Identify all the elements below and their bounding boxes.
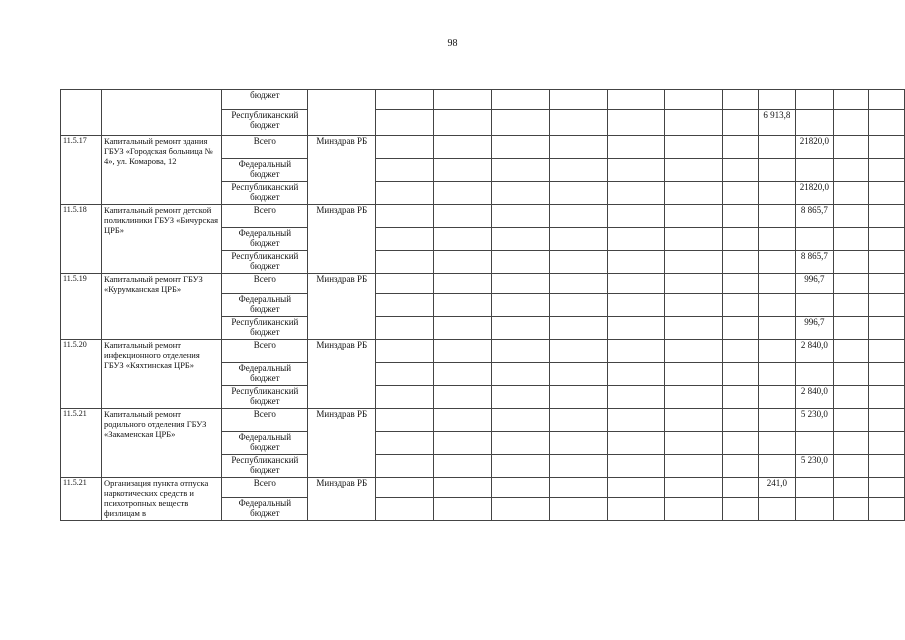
value-cell xyxy=(434,251,492,274)
value-cell xyxy=(376,386,434,409)
value-cell xyxy=(376,136,434,159)
value-cell xyxy=(758,205,795,228)
value-cell xyxy=(607,228,665,251)
value-cell xyxy=(607,317,665,340)
value-cell xyxy=(665,228,723,251)
value-cell xyxy=(723,251,759,274)
table-row xyxy=(61,90,905,110)
value-cell xyxy=(723,228,759,251)
value-cell xyxy=(665,182,723,205)
funding-source-cell: Всего xyxy=(222,136,308,159)
value-cell xyxy=(549,478,607,498)
value-cell xyxy=(492,432,550,455)
value-cell xyxy=(795,90,833,110)
value-cell xyxy=(434,159,492,182)
value-cell xyxy=(723,455,759,478)
row-number-cell xyxy=(61,90,102,136)
value-cell xyxy=(869,182,905,205)
value-cell xyxy=(665,294,723,317)
value-cell xyxy=(665,478,723,498)
funding-source-cell: Федеральный бюджет xyxy=(222,498,308,521)
value-cell xyxy=(434,294,492,317)
executor-cell xyxy=(308,90,376,136)
value-cell xyxy=(492,340,550,363)
value-cell xyxy=(549,182,607,205)
executor-cell: Минздрав РБ xyxy=(308,478,376,521)
value-cell xyxy=(833,110,869,136)
executor-cell: Минздрав РБ xyxy=(308,340,376,409)
value-cell xyxy=(492,228,550,251)
value-cell xyxy=(607,294,665,317)
value-cell: 6 913,8 xyxy=(758,110,795,136)
funding-source-cell: Всего xyxy=(222,478,308,498)
value-cell xyxy=(376,228,434,251)
value-cell xyxy=(607,274,665,294)
value-cell xyxy=(869,294,905,317)
value-cell xyxy=(434,432,492,455)
value-cell xyxy=(869,274,905,294)
value-cell xyxy=(607,363,665,386)
value-cell xyxy=(723,294,759,317)
value-cell xyxy=(833,159,869,182)
value-cell xyxy=(665,159,723,182)
funding-source-cell: Всего xyxy=(222,409,308,432)
row-number-cell: 11.5.21 xyxy=(61,409,102,478)
value-cell xyxy=(833,228,869,251)
funding-source-cell: Федеральный бюджет xyxy=(222,432,308,455)
value-cell xyxy=(376,340,434,363)
value-cell xyxy=(723,90,759,110)
value-cell xyxy=(723,159,759,182)
value-cell xyxy=(492,294,550,317)
value-cell xyxy=(758,159,795,182)
row-number-cell: 11.5.19 xyxy=(61,274,102,340)
table-row xyxy=(61,136,905,159)
value-cell xyxy=(833,205,869,228)
value-cell xyxy=(833,317,869,340)
value-cell xyxy=(607,159,665,182)
value-cell xyxy=(434,110,492,136)
row-number-cell: 11.5.17 xyxy=(61,136,102,205)
value-cell xyxy=(549,317,607,340)
value-cell xyxy=(492,274,550,294)
value-cell xyxy=(723,498,759,521)
value-cell xyxy=(376,498,434,521)
value-cell xyxy=(549,228,607,251)
value-cell xyxy=(758,136,795,159)
value-cell: 241,0 xyxy=(758,478,795,498)
value-cell xyxy=(869,251,905,274)
value-cell xyxy=(492,205,550,228)
value-cell xyxy=(723,136,759,159)
value-cell xyxy=(376,363,434,386)
value-cell xyxy=(833,340,869,363)
value-cell xyxy=(434,182,492,205)
value-cell xyxy=(665,136,723,159)
value-cell xyxy=(758,90,795,110)
value-cell xyxy=(869,432,905,455)
value-cell xyxy=(795,294,833,317)
value-cell xyxy=(376,478,434,498)
funding-source-cell: Всего xyxy=(222,205,308,228)
table-row xyxy=(61,274,905,294)
value-cell xyxy=(376,409,434,432)
value-cell xyxy=(434,317,492,340)
value-cell xyxy=(833,136,869,159)
project-name-cell: Капитальный ремонт здания ГБУЗ «Городская больница № 4», ул. Комарова, 12 xyxy=(102,136,222,205)
page-number: 98 xyxy=(447,38,458,49)
value-cell xyxy=(607,340,665,363)
value-cell xyxy=(869,455,905,478)
value-cell xyxy=(795,228,833,251)
value-cell xyxy=(376,110,434,136)
value-cell xyxy=(869,228,905,251)
value-cell: 21820,0 xyxy=(795,136,833,159)
value-cell xyxy=(434,136,492,159)
value-cell: 21820,0 xyxy=(795,182,833,205)
value-cell xyxy=(723,432,759,455)
value-cell xyxy=(795,478,833,498)
value-cell xyxy=(833,182,869,205)
value-cell xyxy=(869,478,905,498)
value-cell xyxy=(549,159,607,182)
value-cell xyxy=(607,136,665,159)
executor-cell: Минздрав РБ xyxy=(308,205,376,274)
table-row xyxy=(61,205,905,228)
value-cell xyxy=(492,409,550,432)
budget-table xyxy=(60,89,905,521)
value-cell xyxy=(833,386,869,409)
value-cell xyxy=(434,340,492,363)
value-cell xyxy=(723,363,759,386)
value-cell xyxy=(869,90,905,110)
value-cell xyxy=(549,386,607,409)
value-cell xyxy=(492,110,550,136)
value-cell xyxy=(665,455,723,478)
table-row xyxy=(61,478,905,498)
value-cell xyxy=(434,498,492,521)
value-cell xyxy=(492,90,550,110)
value-cell xyxy=(665,274,723,294)
value-cell xyxy=(758,182,795,205)
value-cell xyxy=(665,340,723,363)
value-cell xyxy=(758,386,795,409)
value-cell xyxy=(833,251,869,274)
value-cell xyxy=(434,274,492,294)
value-cell xyxy=(665,386,723,409)
value-cell xyxy=(607,182,665,205)
value-cell xyxy=(833,90,869,110)
value-cell xyxy=(833,498,869,521)
value-cell xyxy=(549,251,607,274)
value-cell xyxy=(607,432,665,455)
value-cell: 996,7 xyxy=(795,317,833,340)
table-row xyxy=(61,409,905,432)
value-cell xyxy=(492,455,550,478)
row-number-cell: 11.5.18 xyxy=(61,205,102,274)
value-cell xyxy=(549,110,607,136)
value-cell xyxy=(376,159,434,182)
value-cell xyxy=(758,455,795,478)
value-cell xyxy=(492,136,550,159)
value-cell xyxy=(607,498,665,521)
project-name-cell: Капитальный ремонт инфекционного отделения ГБУЗ «Кяхтинская ЦРБ» xyxy=(102,340,222,409)
funding-source-cell: Республиканский бюджет xyxy=(222,110,308,136)
value-cell xyxy=(607,455,665,478)
value-cell xyxy=(723,110,759,136)
value-cell xyxy=(758,294,795,317)
project-name-cell: Организация пункта отпуска наркотических средств и психотропных веществ физлицам в xyxy=(102,478,222,521)
funding-source-cell: Федеральный бюджет xyxy=(222,363,308,386)
value-cell xyxy=(492,498,550,521)
value-cell xyxy=(758,432,795,455)
value-cell xyxy=(376,205,434,228)
value-cell xyxy=(758,251,795,274)
value-cell xyxy=(549,455,607,478)
value-cell: 5 230,0 xyxy=(795,409,833,432)
value-cell xyxy=(665,205,723,228)
value-cell: 8 865,7 xyxy=(795,251,833,274)
executor-cell: Минздрав РБ xyxy=(308,274,376,340)
value-cell xyxy=(492,317,550,340)
value-cell xyxy=(723,478,759,498)
value-cell xyxy=(758,228,795,251)
value-cell xyxy=(758,363,795,386)
value-cell xyxy=(549,363,607,386)
funding-source-cell: Всего xyxy=(222,340,308,363)
value-cell xyxy=(376,317,434,340)
value-cell xyxy=(795,498,833,521)
value-cell xyxy=(869,317,905,340)
value-cell xyxy=(665,90,723,110)
value-cell xyxy=(869,363,905,386)
value-cell xyxy=(607,90,665,110)
value-cell xyxy=(723,182,759,205)
value-cell xyxy=(434,409,492,432)
value-cell xyxy=(549,274,607,294)
project-name-cell xyxy=(102,90,222,136)
value-cell xyxy=(376,432,434,455)
row-number-cell: 11.5.20 xyxy=(61,340,102,409)
funding-source-cell: Республиканский бюджет xyxy=(222,317,308,340)
value-cell xyxy=(758,409,795,432)
value-cell: 5 230,0 xyxy=(795,455,833,478)
value-cell xyxy=(723,317,759,340)
value-cell xyxy=(607,205,665,228)
value-cell xyxy=(376,455,434,478)
value-cell xyxy=(833,432,869,455)
value-cell xyxy=(376,90,434,110)
value-cell xyxy=(795,432,833,455)
value-cell xyxy=(665,432,723,455)
value-cell xyxy=(665,110,723,136)
value-cell xyxy=(723,340,759,363)
value-cell xyxy=(607,478,665,498)
funding-source-cell: Федеральный бюджет xyxy=(222,159,308,182)
value-cell xyxy=(549,90,607,110)
value-cell xyxy=(665,251,723,274)
value-cell xyxy=(758,340,795,363)
value-cell xyxy=(607,409,665,432)
value-cell xyxy=(833,363,869,386)
value-cell xyxy=(833,294,869,317)
value-cell xyxy=(434,478,492,498)
value-cell xyxy=(492,159,550,182)
value-cell xyxy=(795,110,833,136)
value-cell xyxy=(869,136,905,159)
funding-source-cell: Федеральный бюджет xyxy=(222,228,308,251)
project-name-cell: Капитальный ремонт ГБУЗ «Курумканская ЦРБ» xyxy=(102,274,222,340)
value-cell xyxy=(723,386,759,409)
value-cell xyxy=(549,498,607,521)
value-cell xyxy=(833,478,869,498)
value-cell xyxy=(869,340,905,363)
value-cell xyxy=(869,159,905,182)
funding-source-cell: Республиканский бюджет xyxy=(222,455,308,478)
value-cell xyxy=(723,205,759,228)
value-cell xyxy=(492,251,550,274)
value-cell xyxy=(795,159,833,182)
value-cell xyxy=(833,409,869,432)
funding-source-cell: бюджет xyxy=(222,90,308,110)
project-name-cell: Капитальный ремонт родильного отделения ГБУЗ «Закаменская ЦРБ» xyxy=(102,409,222,478)
value-cell xyxy=(434,386,492,409)
funding-source-cell: Республиканский бюджет xyxy=(222,182,308,205)
row-number-cell: 11.5.21 xyxy=(61,478,102,521)
executor-cell: Минздрав РБ xyxy=(308,409,376,478)
funding-source-cell: Федеральный бюджет xyxy=(222,294,308,317)
value-cell xyxy=(492,386,550,409)
value-cell xyxy=(492,182,550,205)
value-cell xyxy=(869,409,905,432)
value-cell xyxy=(376,182,434,205)
value-cell xyxy=(869,110,905,136)
value-cell xyxy=(665,363,723,386)
value-cell xyxy=(434,205,492,228)
value-cell xyxy=(434,363,492,386)
value-cell xyxy=(376,251,434,274)
value-cell xyxy=(434,228,492,251)
value-cell xyxy=(549,409,607,432)
value-cell xyxy=(795,363,833,386)
value-cell: 2 840,0 xyxy=(795,386,833,409)
value-cell xyxy=(758,274,795,294)
value-cell xyxy=(549,294,607,317)
value-cell xyxy=(833,455,869,478)
funding-source-cell: Республиканский бюджет xyxy=(222,251,308,274)
value-cell xyxy=(434,455,492,478)
value-cell xyxy=(434,90,492,110)
value-cell xyxy=(869,205,905,228)
value-cell: 8 865,7 xyxy=(795,205,833,228)
value-cell xyxy=(665,317,723,340)
value-cell xyxy=(549,340,607,363)
value-cell xyxy=(549,432,607,455)
value-cell xyxy=(492,478,550,498)
value-cell: 2 840,0 xyxy=(795,340,833,363)
value-cell xyxy=(492,363,550,386)
value-cell xyxy=(549,136,607,159)
table-row xyxy=(61,340,905,363)
value-cell xyxy=(723,409,759,432)
project-name-cell: Капитальный ремонт детской поликлиники ГБУЗ «Бичурская ЦРБ» xyxy=(102,205,222,274)
value-cell xyxy=(549,205,607,228)
value-cell xyxy=(723,274,759,294)
value-cell xyxy=(758,317,795,340)
value-cell xyxy=(869,386,905,409)
value-cell xyxy=(376,294,434,317)
value-cell xyxy=(376,274,434,294)
value-cell xyxy=(833,274,869,294)
value-cell: 996,7 xyxy=(795,274,833,294)
value-cell xyxy=(869,498,905,521)
value-cell xyxy=(665,409,723,432)
value-cell xyxy=(758,498,795,521)
value-cell xyxy=(607,386,665,409)
funding-source-cell: Всего xyxy=(222,274,308,294)
value-cell xyxy=(607,251,665,274)
funding-source-cell: Республиканский бюджет xyxy=(222,386,308,409)
value-cell xyxy=(665,498,723,521)
executor-cell: Минздрав РБ xyxy=(308,136,376,205)
value-cell xyxy=(607,110,665,136)
